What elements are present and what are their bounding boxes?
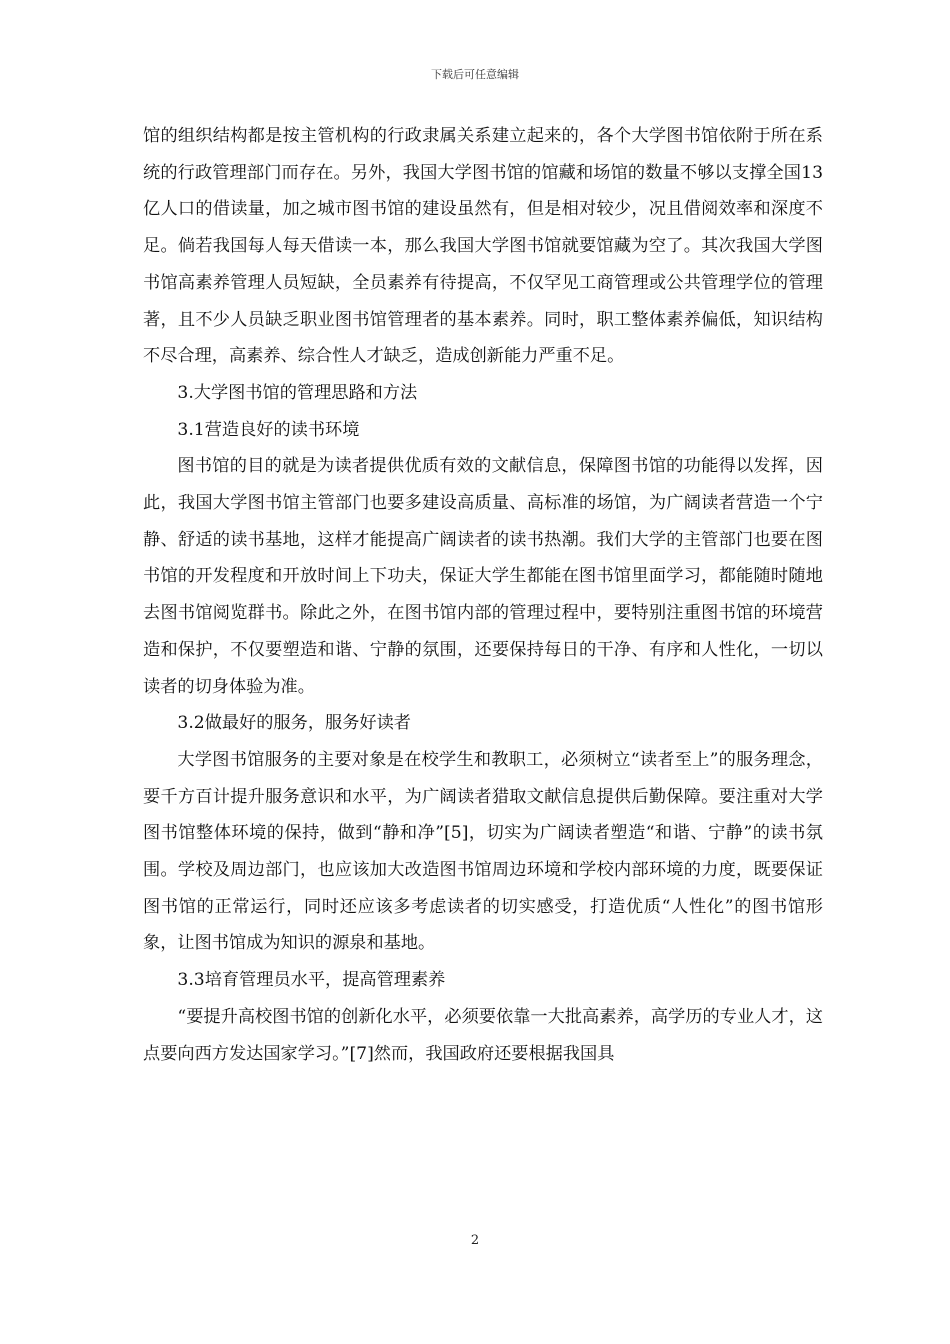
page-number: 2 <box>470 1233 480 1248</box>
paragraph: 大学图书馆服务的主要对象是在校学生和教职工，必须树立“读者至上”的服务理念，要千方百计提升服务意识和水平，为广阔读者猎取文献信息提供后勤保障。要注重对大学图书馆整体环境的保持，做到“静和净”[5]，切实为广阔读者塑造“和谐、宁静”的读书氛围。学校及周边部门，也应该加大改造图书馆周边环境和学校内部环境的力度，既要保证图书馆的正常运行，同时还应该多考虑读者的切实感受，打造优质“人性化”的图书馆形象，让图书馆成为知识的源泉和基地。 <box>143 749 823 954</box>
body-text <box>143 118 823 1072</box>
subsection-heading: 3.2做最好的服务，服务好读者 <box>177 713 411 734</box>
page-header: 下载后可任意编辑 <box>431 68 519 81</box>
subsection-heading: 3.3培育管理员水平，提高管理素养 <box>177 970 446 991</box>
section-heading: 3.大学图书馆的管理思路和方法 <box>177 382 418 403</box>
subsection-heading: 3.1营造良好的读书环境 <box>177 419 360 440</box>
paragraph-continued: 馆的组织结构都是按主管机构的行政隶属关系建立起来的，各个大学图书馆依附于所在系统的行政管理部门而存在。另外，我国大学图书馆的馆藏和场馆的数量不够以支撑全国13亿人口的借读量，加之城市图书馆的建设虽然有，但是相对较少，况且借阅效率和深度不足。倘若我国每人每天借读一本，那么我国大学图书馆就要馆藏为空了。其次我国大学图书馆高素养管理人员短缺，全员素养有待提高，不仅罕见工商管理或公共管理学位的管理著，且不少人员缺乏职业图书馆管理者的基本素养。同时，职工整体素养偏低，知识结构不尽合理，高素养、综合性人才缺乏，造成创新能力严重不足。 <box>143 126 823 367</box>
paragraph: “要提升高校图书馆的创新化水平，必须要依靠一大批高素养，高学历的专业人才，这点要向西方发达国家学习。”[7]然而，我国政府还要根据我国具 <box>143 1006 823 1064</box>
paragraph: 图书馆的目的就是为读者提供优质有效的文献信息，保障图书馆的功能得以发挥，因此，我国大学图书馆主管部门也要多建设高质量、高标准的场馆，为广阔读者营造一个宁静、舒适的读书基地，这样才能提高广阔读者的读书热潮。我们大学的主管部门也要在图书馆的开发程度和开放时间上下功夫，保证大学生都能在图书馆里面学习，都能随时随地去图书馆阅览群书。除此之外，在图书馆内部的管理过程中，要特别注重图书馆的环境营造和保护，不仅要塑造和谐、宁静的氛围，还要保持每日的干净、有序和人性化，一切以读者的切身体验为准。 <box>143 456 823 697</box>
